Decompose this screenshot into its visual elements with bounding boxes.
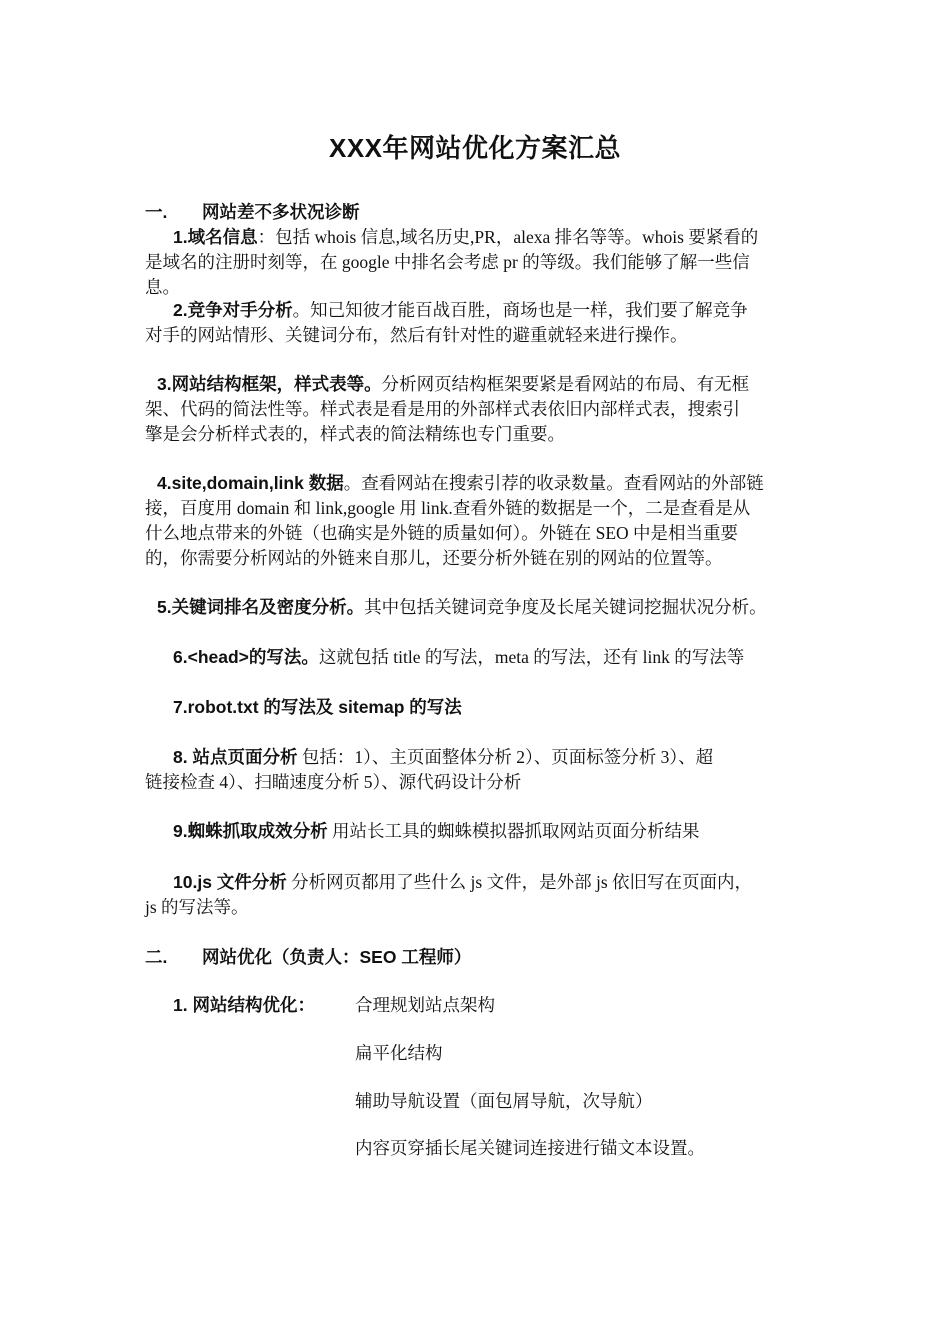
section-2-point-4: 内容页穿插长尾关键词连接进行锚文本设置。 (355, 1138, 705, 1158)
item-10-line-2: js 的写法等。 (145, 897, 249, 917)
section-1-number: 一. (145, 202, 168, 222)
item-3-label: 3.网站结构框架，样式表等。 (157, 374, 382, 394)
item-5-line-1 (157, 595, 767, 620)
item-4-line-3: 什么地点带来的外链（也确实是外链的质量如何）。外链在 SEO 中是相当重要 (145, 523, 739, 543)
item-8-label: 8. 站点页面分析 (173, 747, 298, 767)
item-9-line-1 (173, 819, 699, 844)
item-4-line-1 (157, 471, 764, 496)
item-1-line-2: 是域名的注册时刻等，在 google 中排名会考虑 pr 的等级。我们能够了解一些信 (145, 252, 750, 272)
item-4-text: 。查看网站在搜索引荐的收录数量。查看网站的外部链 (343, 473, 764, 493)
section-2-title: 网站优化（负责人：SEO 工程师） (202, 947, 472, 967)
item-3-text: 分析网页结构框架要紧是看网站的布局、有无框 (381, 374, 750, 394)
item-10-label: 10.js 文件分析 (173, 872, 287, 892)
section-2-item-1-label-text: 1. 网站结构优化： (173, 995, 315, 1015)
item-5-label: 5.关键词排名及密度分析。 (157, 597, 365, 617)
item-3-line-1 (157, 372, 749, 397)
item-4-line-4: 的，你需要分析网站的外链来自那儿，还要分析外链在别的网站的位置等。 (145, 548, 723, 568)
section-2-point-3: 辅助导航设置（面包屑导航，次导航） (355, 1091, 653, 1111)
section-2-item-1-label (173, 993, 315, 1018)
section-2-heading (145, 945, 471, 970)
item-4-label: 4.site,domain,link 数据 (157, 473, 344, 493)
item-9-text: 用站长工具的蜘蛛模拟器抓取网站页面分析结果 (327, 821, 700, 841)
item-9-label: 9.蜘蛛抓取成效分析 (173, 821, 328, 841)
item-8-line-1 (173, 745, 713, 770)
item-2-line-1 (173, 298, 748, 323)
section-2-point-2: 扁平化结构 (355, 1043, 443, 1063)
item-1-line-1 (173, 225, 758, 250)
item-1-text: ：包括 whois 信息,域名历史,PR，alexa 排名等等。whois 要紧看的 (257, 227, 759, 247)
item-7-line-1 (173, 695, 462, 720)
item-8-line-2: 链接检查 4）、扫瞄速度分析 5）、源代码设计分析 (145, 772, 522, 792)
item-3-line-3: 擎是会分析样式表的，样式表的简法精练也专门重要。 (145, 424, 565, 444)
section-1-title: 网站差不多状况诊断 (202, 202, 360, 222)
item-2-text: 。知己知彼才能百战百胜，商场也是一样，我们要了解竞争 (292, 300, 748, 320)
section-1-heading (145, 200, 360, 225)
item-7-label: 7.robot.txt 的写法及 sitemap 的写法 (173, 697, 462, 717)
item-4-line-2: 接，百度用 domain 和 link,google 用 link.查看外链的数据是一个，二是查看是从 (145, 498, 751, 518)
item-6-line-1 (173, 645, 744, 670)
item-3-line-2: 架、代码的简法性等。样式表是看是用的外部样式表依旧内部样式表，搜索引 (145, 399, 740, 419)
section-2-point-1: 合理规划站点架构 (355, 995, 495, 1015)
item-10-text: 分析网页都用了些什么 js 文件，是外部 js 依旧写在页面内， (286, 872, 753, 892)
item-5-text: 其中包括关键词竞争度及长尾关键词挖掘状况分析。 (364, 597, 767, 617)
document-title: XXX年网站优化方案汇总 (328, 133, 622, 163)
item-10-line-1 (173, 870, 752, 895)
item-1-line-3: 息。 (145, 277, 180, 297)
item-8-text: 包括：1）、主页面整体分析 2）、页面标签分析 3）、超 (297, 747, 714, 767)
item-1-label: 1.域名信息 (173, 227, 258, 247)
item-2-label: 2.竞争对手分析 (173, 300, 293, 320)
item-6-text: 这就包括 title 的写法，meta 的写法，还有 link 的写法等 (318, 647, 745, 667)
item-2-line-2: 对手的网站情形、关键词分布，然后有针对性的避重就轻来进行操作。 (145, 325, 688, 345)
item-6-label: 6.<head>的写法。 (173, 647, 319, 667)
section-2-number: 二. (145, 947, 168, 967)
